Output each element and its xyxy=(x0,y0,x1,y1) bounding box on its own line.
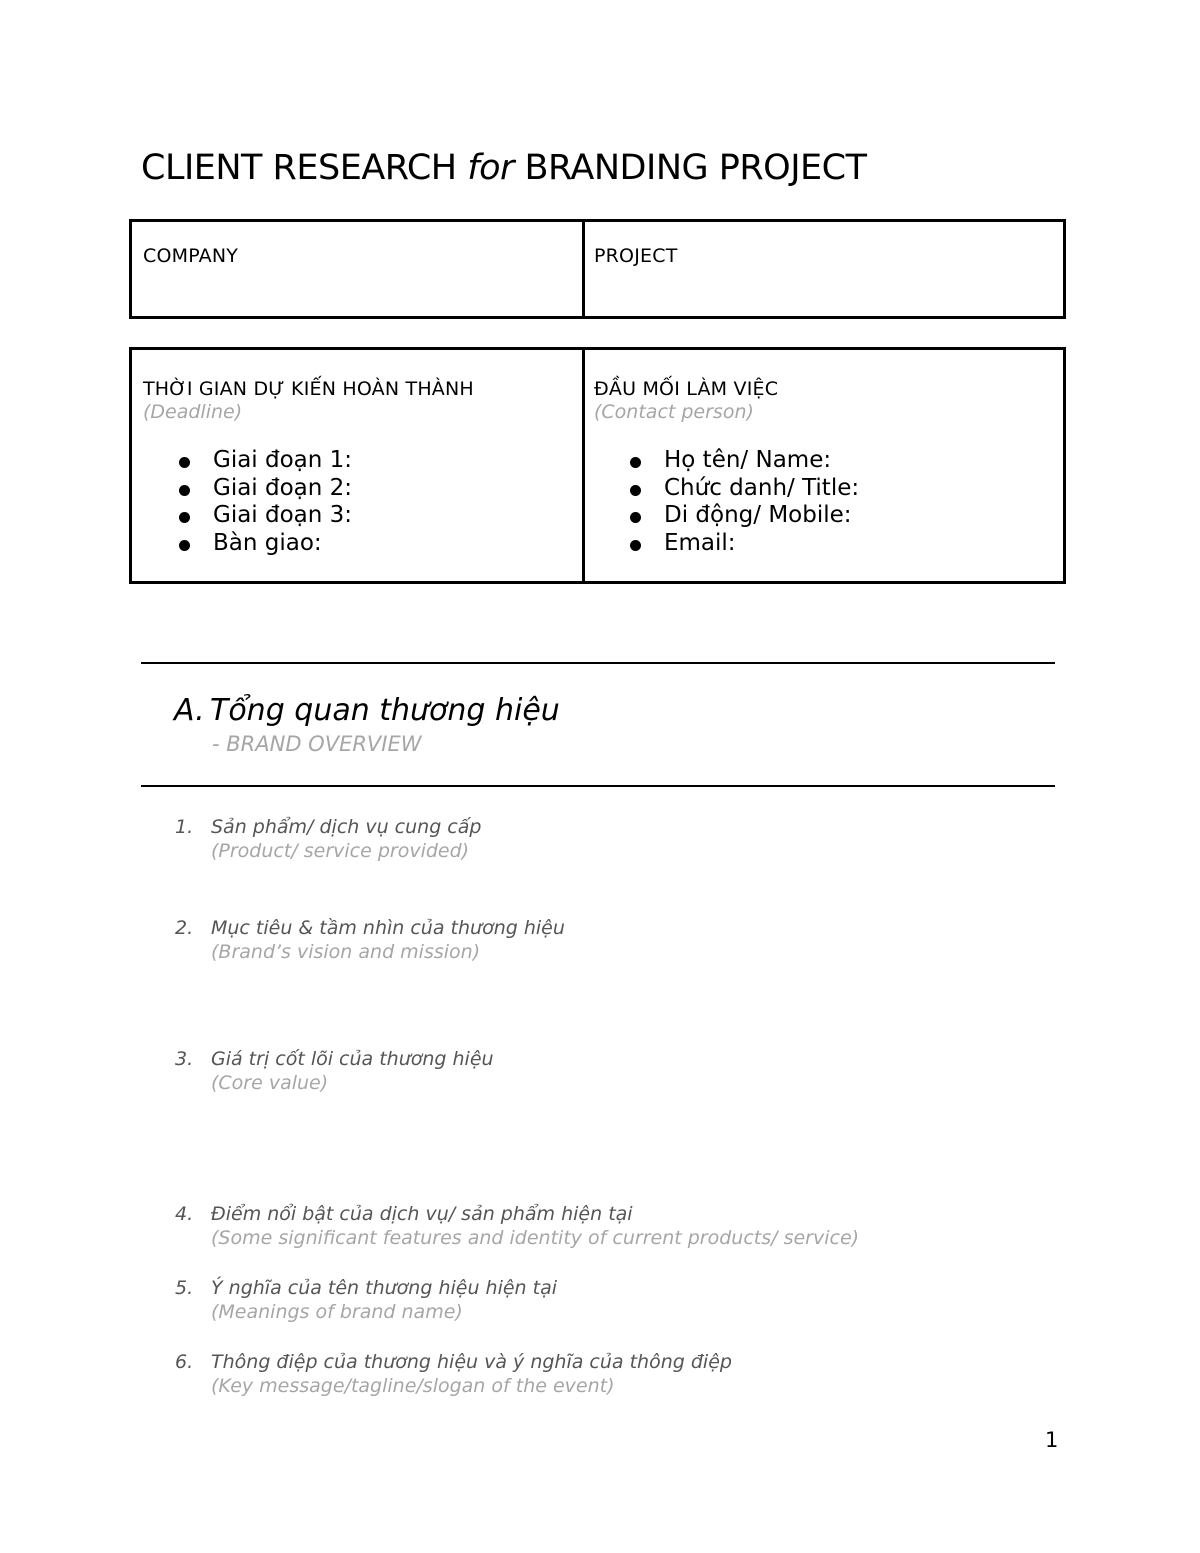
section-rule-bottom xyxy=(141,785,1055,787)
question-subtext: (Key message/tagline/slogan of the event) xyxy=(211,1375,615,1397)
contact-list xyxy=(630,447,859,557)
deadline-sublabel: (Deadline) xyxy=(143,401,243,423)
section-subtitle: - BRAND OVERVIEW xyxy=(212,732,422,756)
list-item: Email: xyxy=(630,530,859,558)
company-label: COMPANY xyxy=(143,245,239,267)
page-number: 1 xyxy=(1045,1428,1059,1452)
table-divider xyxy=(582,350,585,581)
question-subtext: (Some significant features and identity of current products/ service) xyxy=(211,1227,860,1249)
page-title xyxy=(141,148,866,188)
list-item: Chức danh/ Title: xyxy=(630,475,859,503)
question-text: Mục tiêu & tầm nhìn của thương hiệu xyxy=(211,917,565,939)
deadline-contact-table xyxy=(129,347,1066,584)
question-text: Ý nghĩa của tên thương hiệu hiện tại xyxy=(211,1277,557,1299)
section-rule-top xyxy=(141,662,1055,664)
list-item: Họ tên/ Name: xyxy=(630,447,859,475)
list-item: Bàn giao: xyxy=(179,530,352,558)
question-subtext: (Core value) xyxy=(211,1072,329,1094)
question-number: 2. xyxy=(175,917,194,939)
question-text: Sản phẩm/ dịch vụ cung cấp xyxy=(211,816,482,838)
deadline-label: THỜI GIAN DỰ KIẾN HOÀN THÀNH xyxy=(143,378,474,400)
section-letter: A. xyxy=(174,693,205,728)
question-subtext: (Brand’s vision and mission) xyxy=(211,941,481,963)
company-project-table xyxy=(129,219,1066,319)
list-item: Di động/ Mobile: xyxy=(630,502,859,530)
title-part-3: BRANDING PROJECT xyxy=(524,148,867,188)
question-number: 5. xyxy=(175,1277,194,1299)
question-subtext: (Meanings of brand name) xyxy=(211,1301,463,1323)
question-text: Thông điệp của thương hiệu và ý nghĩa của thông điệp xyxy=(211,1351,732,1373)
project-label: PROJECT xyxy=(594,245,678,267)
question-number: 1. xyxy=(175,816,194,838)
question-number: 3. xyxy=(175,1048,194,1070)
question-subtext: (Product/ service provided) xyxy=(211,840,470,862)
question-text: Giá trị cốt lõi của thương hiệu xyxy=(211,1048,494,1070)
contact-sublabel: (Contact person) xyxy=(594,401,754,423)
table-divider xyxy=(582,222,585,316)
deadline-list xyxy=(179,447,352,557)
question-number: 4. xyxy=(175,1203,194,1225)
title-part-2: for xyxy=(467,148,514,188)
list-item: Giai đoạn 3: xyxy=(179,502,352,530)
title-part-1: CLIENT RESEARCH xyxy=(141,148,457,188)
list-item: Giai đoạn 1: xyxy=(179,447,352,475)
section-title-text: Tổng quan thương hiệu xyxy=(210,693,560,728)
section-heading xyxy=(174,693,560,728)
question-number: 6. xyxy=(175,1351,194,1373)
question-text: Điểm nổi bật của dịch vụ/ sản phẩm hiện tại xyxy=(211,1203,633,1225)
contact-label: ĐẦU MỐI LÀM VIỆC xyxy=(594,378,779,400)
list-item: Giai đoạn 2: xyxy=(179,475,352,503)
